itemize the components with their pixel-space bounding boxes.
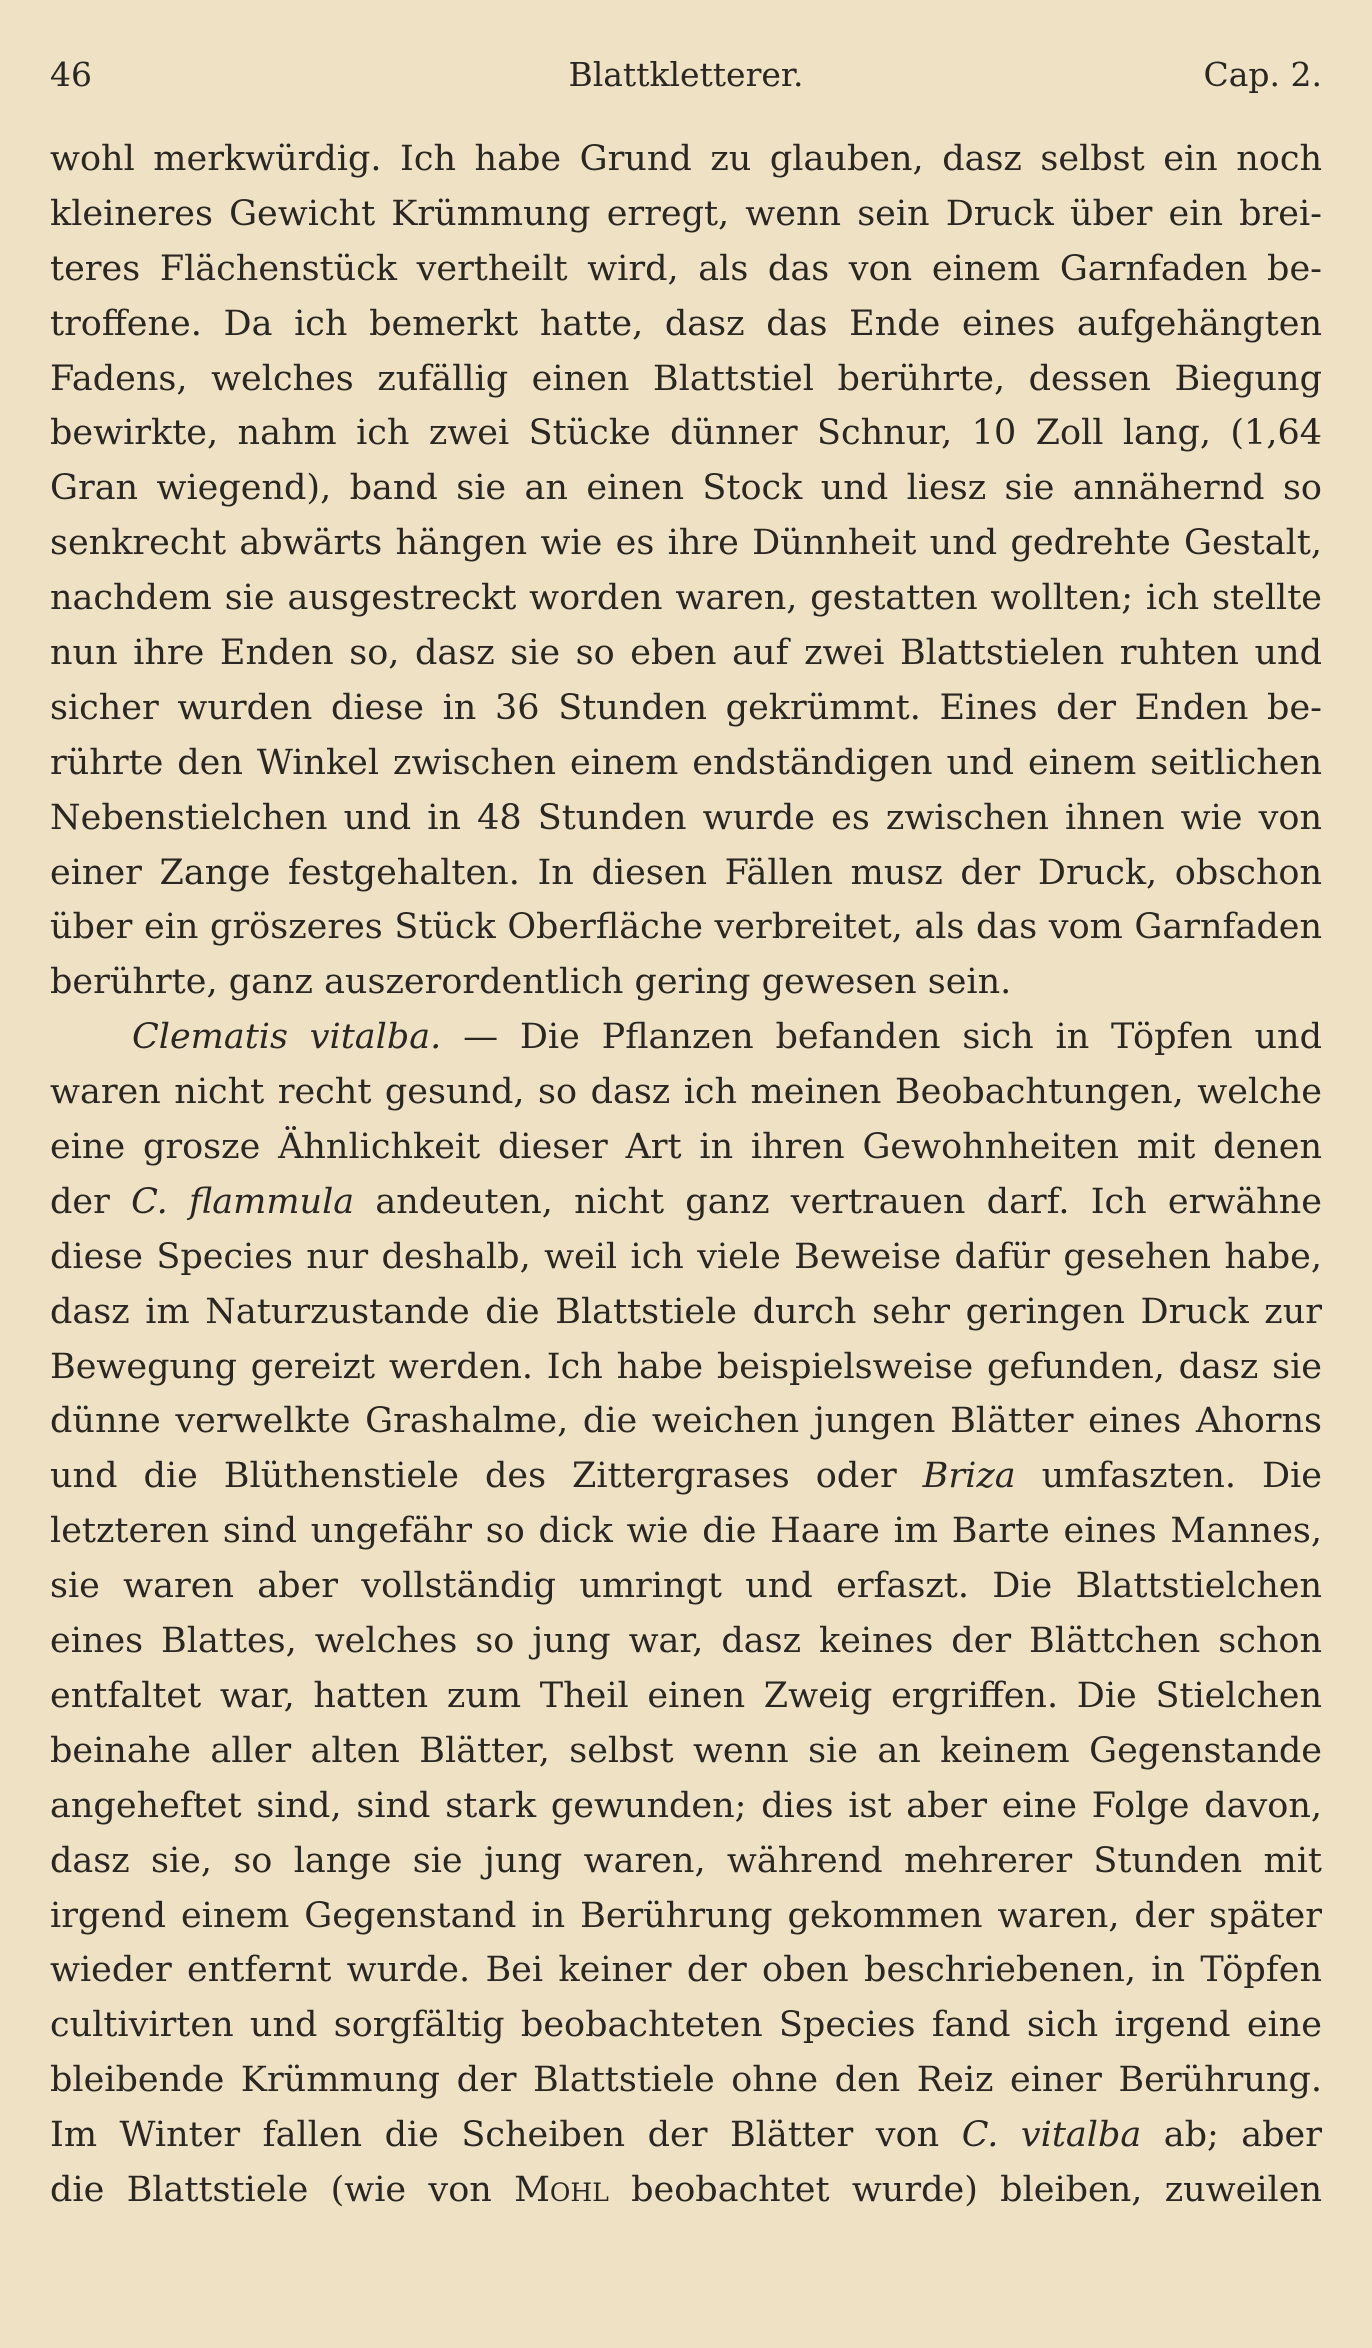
text-line [50,2163,1322,2218]
text-segment: kleineres Gewicht Krümmung erregt, wenn sein Druck über ein brei- [50,193,1322,234]
text-segment: beinahe aller alten Blätter, selbst wenn sie an keinem Gegenstande [50,1730,1322,1771]
text-segment: letzteren sind ungefähr so dick wie die Haare im Barte eines Mannes, [50,1511,1322,1552]
text-segment: dasz sie, so lange sie jung waren, während mehrerer Stunden mit [50,1840,1322,1881]
text-line [50,1614,1322,1669]
italic-text: C. vitalba [961,2115,1142,2156]
text-segment: ab; aber [1141,2115,1323,2156]
page-header [50,50,1322,100]
text-line [50,1065,1322,1120]
text-line [50,242,1322,297]
text-line [50,571,1322,626]
text-segment: cultivirten und sorgfältig beobachteten Species fand sich irgend eine [50,2005,1322,2046]
italic-text: Briza [922,1456,1016,1497]
chapter-label: Cap. 2. [1203,55,1322,94]
text-segment: Gran wiegend), band sie an einen Stock und liesz sie annähernd so [50,468,1322,509]
text-line [50,2053,1322,2108]
text-segment: über ein gröszeres Stück Oberfläche verbreitet, als das vom Garnfaden [50,907,1322,948]
text-line [50,1834,1322,1889]
text-segment: umfaszten. Die [1015,1456,1322,1497]
text-segment: nachdem sie ausgestreckt worden waren, gestatten wollten; ich stellte [50,578,1322,619]
text-line [50,516,1322,571]
text-line [50,297,1322,352]
text-line [50,1394,1322,1449]
text-line [50,352,1322,407]
text-segment: sie waren aber vollständig umringt und erfaszt. Die Blattstielchen [50,1566,1322,1607]
text-segment: Im Winter fallen die Scheiben der Blätter von [50,2115,962,2156]
text-line [50,1998,1322,2053]
text-segment: entfaltet war, hatten zum Theil einen Zweig ergriffen. Die Stielchen [50,1675,1322,1716]
text-line [50,1175,1322,1230]
text-line [50,1230,1322,1285]
text-line [50,1285,1322,1340]
text-segment: andeuten, nicht ganz vertrauen darf. Ich erwähne [354,1181,1322,1222]
text-line [50,681,1322,736]
text-line [50,1340,1322,1395]
text-segment: waren nicht recht gesund, so dasz ich meinen Beobachtungen, welche [50,1072,1322,1113]
text-segment: wieder entfernt wurde. Bei keiner der oben beschriebenen, in Töpfen [50,1950,1322,1991]
text-segment: eine grosze Ähnlichkeit dieser Art in ihren Gewohnheiten mit denen [50,1127,1322,1168]
text-line [50,626,1322,681]
text-segment: dasz im Naturzustande die Blattstiele durch sehr geringen Druck zur [50,1291,1322,1332]
text-segment: einer Zange festgehalten. In diesen Fällen musz der Druck, obschon [50,852,1322,893]
text-line [50,1943,1322,1998]
text-line [50,791,1322,846]
text-line [50,1669,1322,1724]
text-line [50,132,1322,187]
text-line [50,187,1322,242]
text-segment: — Die Pflanzen befanden sich in Töpfen und [441,1017,1323,1058]
text-line [50,846,1322,901]
text-segment: senkrecht abwärts hängen wie es ihre Dünnheit und gedrehte Gestalt, [50,523,1322,564]
text-segment: diese Species nur deshalb, weil ich viele Beweise dafür gesehen habe, [50,1236,1322,1277]
text-segment: sicher wurden diese in 36 Stunden gekrümmt. Eines der Enden be- [50,687,1322,728]
text-line [50,2108,1322,2163]
text-segment: rührte den Winkel zwischen einem endständigen und einem seitlichen [50,742,1322,783]
text-segment: bleibende Krümmung der Blattstiele ohne den Reiz einer Berührung. [50,2060,1322,2101]
text-line [50,1559,1322,1614]
body-text [50,132,1322,2218]
text-line [50,1120,1322,1175]
text-line [50,736,1322,791]
text-segment: teres Flächenstück vertheilt wird, als das von einem Garnfaden be- [50,248,1322,289]
text-line [50,1724,1322,1779]
text-segment: Fadens, welches zufällig einen Blattstiel berührte, dessen Biegung [50,358,1322,399]
text-segment: berührte, ganz auszerordentlich gering gewesen sein. [50,962,1012,1003]
text-line [50,461,1322,516]
text-line [50,1449,1322,1504]
text-segment: eines Blattes, welches so jung war, dasz keines der Blättchen schon [50,1621,1322,1662]
text-line [50,406,1322,461]
text-line [50,955,1322,1010]
text-segment: der [50,1181,132,1222]
text-line [50,1010,1322,1065]
text-segment: dünne verwelkte Grashalme, die weichen jungen Blätter eines Ahorns [50,1401,1322,1442]
smallcaps-text: Mohl [514,2169,609,2210]
text-segment: nun ihre Enden so, dasz sie so eben auf zwei Blattstielen ruhten und [50,633,1322,674]
text-segment: bewirkte, nahm ich zwei Stücke dünner Schnur, 10 Zoll lang, (1,64 [50,413,1322,454]
text-segment: Bewegung gereizt werden. Ich habe beispielsweise gefunden, dasz sie [50,1346,1322,1387]
text-segment: die Blattstiele (wie von [50,2169,515,2210]
running-head: Blattkletterer. [568,55,804,94]
text-segment: troffene. Da ich bemerkt hatte, dasz das Ende eines aufgehängten [50,303,1322,344]
text-line [50,1889,1322,1944]
text-segment: angeheftet sind, sind stark gewunden; dies ist aber eine Folge davon, [50,1785,1322,1826]
page-number: 46 [50,55,92,94]
text-segment: beobachtet wurde) bleiben, zuweilen [608,2169,1322,2210]
text-line [50,900,1322,955]
italic-text: C. flammula [131,1181,355,1222]
text-line [50,1779,1322,1834]
text-segment: wohl merkwürdig. Ich habe Grund zu glauben, dasz selbst ein noch [50,139,1322,179]
italic-text: Clematis vitalba. [132,1017,442,1058]
text-segment: Nebenstielchen und in 48 Stunden wurde es zwischen ihnen wie von [50,797,1322,838]
text-segment: irgend einem Gegenstand in Berührung gekommen waren, der später [50,1895,1322,1936]
text-line [50,1504,1322,1559]
text-segment: und die Blüthenstiele des Zittergrases oder [50,1456,923,1497]
